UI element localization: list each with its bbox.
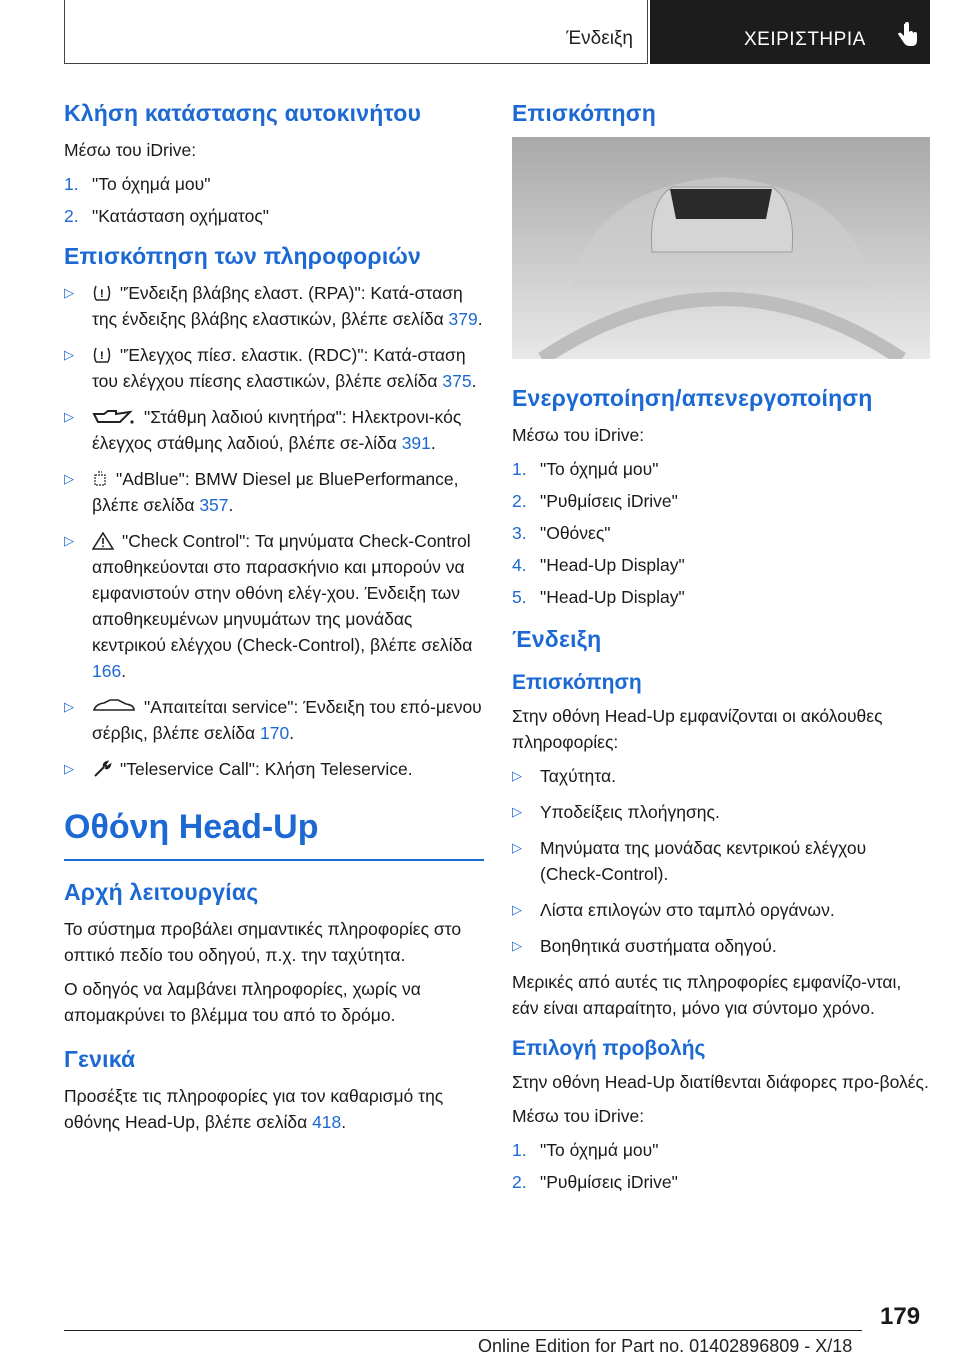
chapter-divider	[64, 859, 484, 861]
header-section-box	[64, 0, 648, 64]
idrive-intro: Μέσω του iDrive:	[64, 140, 197, 160]
header-manual-tab[interactable]	[650, 0, 930, 64]
list-item: ▷ ! "Ένδειξη βλάβης ελαστ. (RPA)": Κατά-σταση της ένδειξης βλάβης ελαστικών, βλέπε σελίδα 379.	[64, 280, 484, 332]
list-item: ▷ Υποδείξεις πλοήγησης.	[512, 799, 930, 825]
step-item: 5. "Head-Up Display"	[512, 587, 685, 607]
page-number: 179	[880, 1303, 921, 1330]
list-item: ▷ ! "Έλεγχος πίεσ. ελαστικ. (RDC)": Κατά-σταση του ελέγχου πίεσης ελαστικών, βλέπε σελίδα 375.	[64, 342, 484, 394]
footer-divider	[64, 1330, 862, 1331]
general-text: Προσέξτε τις πληροφορίες για τον καθαρισμό της οθόνης Head-Up, βλέπε σελίδα 418.	[64, 1085, 444, 1132]
bullet-triangle-icon: ▷	[512, 768, 522, 783]
page-link[interactable]: 170	[260, 723, 290, 743]
wrench-icon	[92, 760, 112, 778]
page-link[interactable]: 379	[448, 309, 478, 329]
headup-display-photo	[512, 137, 930, 359]
principle-heading: Αρχή λειτουργίας	[64, 878, 259, 905]
info-overview-list	[64, 280, 484, 782]
bullet-triangle-icon: ▷	[64, 409, 74, 424]
footer-edition: Online Edition for Part no. 01402896809 - X/18	[478, 1336, 853, 1356]
svg-text:!: !	[100, 288, 104, 300]
list-item: ▷ "Check Control": Τα μηνύματα Check-Control αποθηκεύονται στο παρασκήνιο και μπορούν να εμφανιστούν στην οθόνη ελέγ-χου. Ένδειξη των αποθηκευμένων μηνυμάτων της μονάδας κεντρικού ελέγχου (Check-Control), βλέπε σελίδα 166.	[64, 528, 484, 684]
step-item: 1. "Το όχημά μου"	[64, 174, 211, 194]
warning-triangle-icon	[92, 532, 114, 550]
view-selection-subheading: Επιλογή προβολής	[512, 1037, 706, 1060]
bullet-triangle-icon: ▷	[64, 533, 74, 548]
bullet-triangle-icon: ▷	[64, 471, 74, 486]
bullet-triangle-icon: ▷	[512, 804, 522, 819]
page-link[interactable]: 357	[199, 495, 229, 515]
bullet-triangle-icon: ▷	[64, 761, 74, 776]
display-info-list	[512, 763, 930, 959]
header-manual-label: ΧΕΙΡΙΣΤΗΡΙΑ	[744, 29, 866, 50]
bullet-triangle-icon: ▷	[64, 285, 74, 300]
list-item: ▷ "Στάθμη λαδιού κινητήρα": Ηλεκτρονι-κός έλεγχος στάθμης λαδιού, βλέπε σε-λίδα 391.	[64, 404, 484, 456]
page-link[interactable]: 391	[401, 433, 431, 453]
principle-text-1: Το σύστημα προβάλει σημαντικές πληροφορίες στο οπτικό πεδίο του οδηγού, π.χ. την ταχύτητα.	[64, 918, 462, 965]
chapter-title: Οθόνη Head-Up	[64, 808, 319, 846]
hand-pointer-icon	[895, 22, 919, 48]
step-item: 4. "Head-Up Display"	[512, 555, 685, 575]
oil-can-icon	[92, 408, 136, 426]
activation-steps	[512, 456, 930, 610]
bullet-triangle-icon: ▷	[64, 699, 74, 714]
bullet-triangle-icon: ▷	[64, 347, 74, 362]
view-selection-text: Στην οθόνη Head-Up διατίθενται διάφορες προ-βολές.	[512, 1072, 929, 1092]
list-item: ▷ Ταχύτητα.	[512, 763, 930, 789]
header-section-label: Ένδειξη	[566, 28, 633, 49]
list-item: ▷ "Απαιτείται service": Ένδειξη του επό-μενου σέρβις, βλέπε σελίδα 170.	[64, 694, 484, 746]
adblue-icon	[92, 470, 108, 488]
page-link[interactable]: 166	[92, 661, 122, 681]
display-heading: Ένδειξη	[512, 626, 602, 652]
page-link[interactable]: 375	[442, 371, 472, 391]
overview-heading: Επισκόπηση	[512, 100, 656, 126]
display-intro: Στην οθόνη Head-Up εμφανίζονται οι ακόλουθες πληροφορίες:	[512, 706, 883, 752]
list-item: ▷ Λίστα επιλογών στο ταμπλό οργάνων.	[512, 897, 930, 923]
vehicle-status-steps	[64, 171, 484, 229]
step-item: 1. "Το όχημά μου"	[512, 1140, 659, 1160]
list-item: ▷ "AdBlue": BMW Diesel με BluePerformance, βλέπε σελίδα 357.	[64, 466, 484, 518]
list-item: ▷ "Teleservice Call": Κλήση Teleservice.	[64, 756, 484, 782]
activation-heading: Ενεργοποίηση/απενεργοποίηση	[512, 385, 873, 411]
display-note: Μερικές από αυτές τις πληροφορίες εμφανίζο-νται, εάν είναι απαραίτητο, μόνο για σύντομο χρόνο.	[512, 972, 902, 1018]
service-car-icon	[92, 698, 136, 716]
principle-text-2: Ο οδηγός να λαμβάνει πληροφορίες, χωρίς να απομακρύνει το βλέμμα του από το δρόμο.	[64, 978, 421, 1025]
left-column	[64, 100, 484, 1143]
view-selection-steps	[512, 1137, 930, 1195]
tire-warning-icon	[92, 284, 112, 302]
list-item: ▷ Βοηθητικά συστήματα οδηγού.	[512, 933, 930, 959]
page-link[interactable]: 418	[312, 1111, 342, 1132]
list-item: ▷ Μηνύματα της μονάδας κεντρικού ελέγχου (Check-Control).	[512, 835, 930, 887]
step-item: 2. "Ρυθμίσεις iDrive"	[512, 1172, 678, 1192]
bullet-triangle-icon: ▷	[512, 902, 522, 917]
tire-pressure-icon	[92, 346, 112, 364]
info-overview-heading: Επισκόπηση των πληροφοριών	[64, 243, 422, 269]
right-column	[512, 100, 930, 1205]
idrive-intro: Μέσω του iDrive:	[512, 1106, 645, 1126]
bullet-triangle-icon: ▷	[512, 938, 522, 953]
display-overview-subheading: Επισκόπηση	[512, 671, 642, 694]
bullet-triangle-icon: ▷	[512, 840, 522, 855]
step-item: 1. "Το όχημά μου"	[512, 459, 659, 479]
step-item: 3. "Οθόνες"	[512, 523, 611, 543]
vehicle-status-heading: Κλήση κατάστασης αυτοκινήτου	[64, 100, 422, 126]
svg-text:!: !	[100, 350, 104, 362]
step-item: 2. "Κατάσταση οχήματος"	[64, 206, 269, 226]
idrive-intro: Μέσω του iDrive:	[512, 425, 645, 445]
step-item: 2. "Ρυθμίσεις iDrive"	[512, 491, 678, 511]
general-heading: Γενικά	[64, 1045, 136, 1072]
